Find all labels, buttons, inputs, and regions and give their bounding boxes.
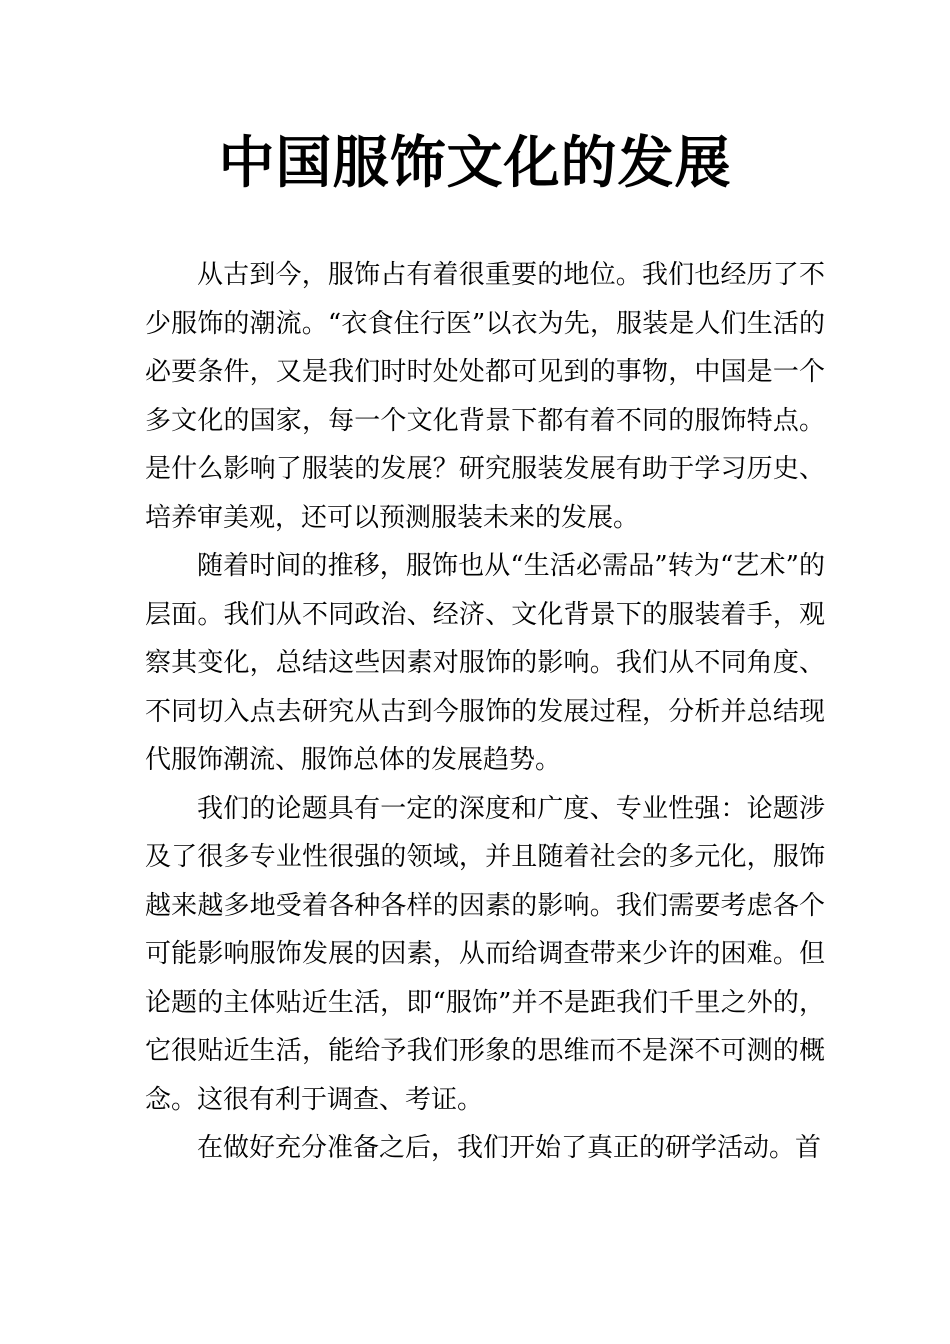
document-title: 中国服饰文化的发展	[218, 131, 732, 196]
paragraph-4: 在做好充分准备之后，我们开始了真正的研学活动。首	[197, 1133, 822, 1163]
paragraph-2: 随着时间的推移，服饰也从“生活必需品”转为“艺术”的层面。我们从不同政治、经济、文化背景下的服装着手，观察其变化，总结这些因素对服饰的影响。我们从不同角度、不同切入点去研究从古到今服饰的发展过程，分析并总结现代服饰潮流、服饰总体的发展趋势。	[145, 551, 825, 775]
document-body	[145, 251, 825, 1173]
paragraph-1: 从古到今，服饰占有着很重要的地位。我们也经历了不少服饰的潮流。“衣食住行医”以衣为先，服装是人们生活的必要条件，又是我们时时处处都可见到的事物，中国是一个多文化的国家，每一个文化背景下都有着不同的服饰特点。是什么影响了服装的发展？研究服装发展有助于学习历史、培养审美观，还可以预测服装未来的发展。	[145, 260, 825, 533]
paragraph-3: 我们的论题具有一定的深度和广度、专业性强：论题涉及了很多专业性很强的领域，并且随着社会的多元化，服饰越来越多地受着各种各样的因素的影响。我们需要考虑各个可能影响服饰发展的因素，从而给调查带来少许的困难。但论题的主体贴近生活，即“服饰”并不是距我们千里之外的，它很贴近生活，能给予我们形象的思维而不是深不可测的概念。这很有利于调查、考证。	[145, 793, 825, 1115]
